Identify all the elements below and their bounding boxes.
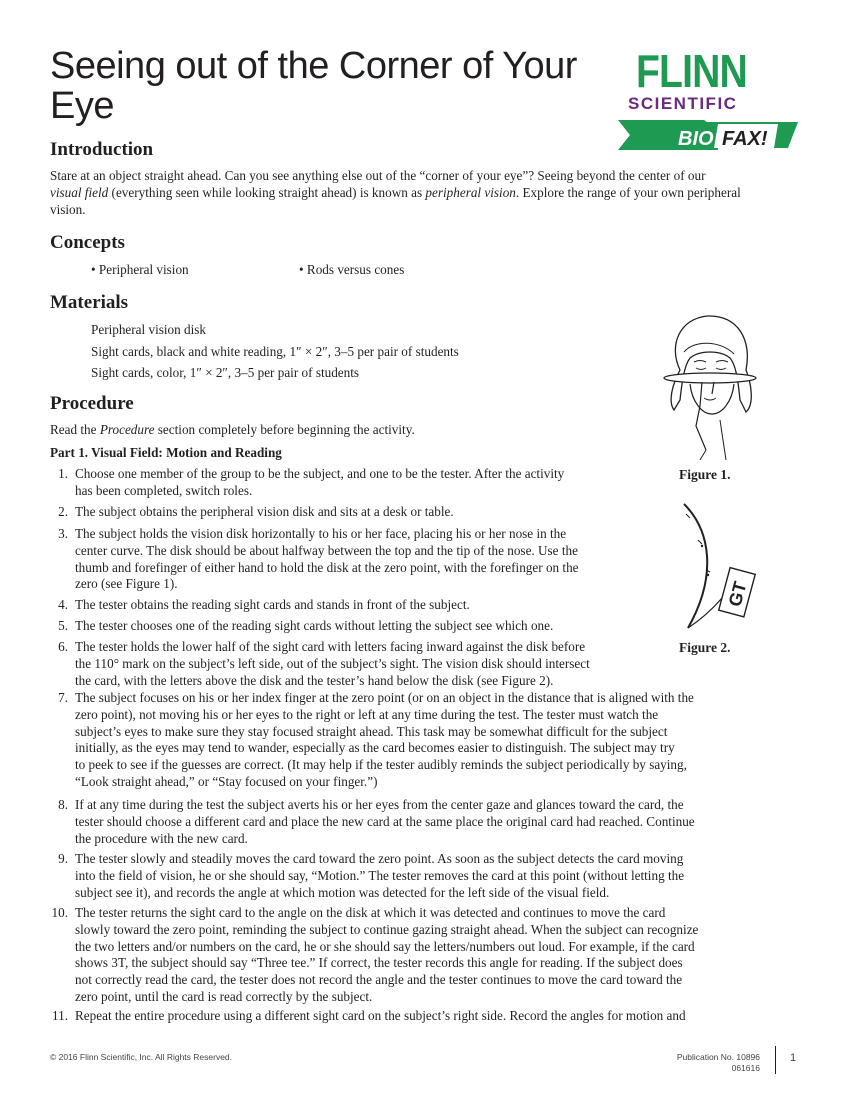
footer-copyright: © 2016 Flinn Scientific, Inc. All Rights Reserved. xyxy=(50,1052,233,1062)
part1-heading: Part 1. Visual Field: Motion and Reading xyxy=(50,445,282,460)
logo-bio: BIO xyxy=(678,128,714,150)
step-number: 2. xyxy=(58,504,68,519)
procedure-heading: Procedure xyxy=(50,393,134,414)
step-number: 6. xyxy=(58,639,68,654)
step-line: The subject focuses on his or her index finger at the zero point (or on an object in the distance that is aligned with the xyxy=(75,690,694,705)
figure-1-caption: Figure 1. xyxy=(679,467,731,482)
introduction-heading: Introduction xyxy=(50,139,154,160)
step-line: The tester returns the sight card to the angle on the disk at which it was detected and continues to move the card xyxy=(75,905,666,920)
material-item: Sight cards, color, 1″ × 2″, 3–5 per pair of students xyxy=(91,365,360,380)
step-number: 7. xyxy=(58,690,68,705)
step-line: zero point), not moving his or her eyes to the right or left at any time during the test. The tester must watch the xyxy=(75,706,659,722)
intro-line-2: visual field (everything seen while looking straight ahead) is known as peripheral vision. Explore the range of your own peripheral xyxy=(50,185,741,200)
procedure-intro: Read the Procedure section completely before beginning the activity. xyxy=(50,422,415,437)
material-item: Sight cards, black and white reading, 1″ × 2″, 3–5 per pair of students xyxy=(91,344,459,359)
figure-1-face-illustration xyxy=(660,310,760,460)
step-line: has been completed, switch roles. xyxy=(75,482,253,498)
step-number: 5. xyxy=(58,618,68,633)
step-line: to peek to see if the guesses are correct. (It may help if the tester audibly reminds the subject periodically by saying, xyxy=(75,757,687,773)
footer-code: 061616 xyxy=(731,1063,760,1073)
step-number: 1. xyxy=(58,466,68,481)
step-number: 10. xyxy=(51,905,68,920)
figure-2-caption: Figure 2. xyxy=(679,640,731,655)
step-line: slowly toward the zero point, reminding the subject to continue gazing straight ahead. When the subject can recognize xyxy=(75,921,699,937)
step-line: thumb and forefinger of either hand to hold the disk at the zero point, with the forefinger on the xyxy=(75,559,579,575)
step-number: 11. xyxy=(52,1008,68,1023)
step-line: the card, with the letters above the disk and the tester’s hand below the disk (see Figure 2). xyxy=(75,672,554,688)
step-number: 9. xyxy=(58,851,68,866)
footer-divider xyxy=(775,1046,776,1074)
step-number: 3. xyxy=(58,526,68,541)
figure-2-disk-card-illustration xyxy=(660,500,760,635)
introduction-paragraph xyxy=(50,167,790,218)
step-line: the two letters and/or numbers on the card, he or she should say the letters/numbers out loud. For example, if the card xyxy=(75,938,695,954)
step-line: the procedure with the new card. xyxy=(75,830,248,846)
step-line: tester should choose a different card and place the new card at the same place the original card had reached. Continue xyxy=(75,813,695,829)
step-line: the 110° mark on the subject’s left side, out of the subject’s sight. The vision disk should intersect xyxy=(75,655,590,671)
step-line: Choose one member of the group to be the subject, and one to be the tester. After the activity xyxy=(75,466,565,481)
intro-line-3: vision. xyxy=(50,202,86,217)
step-line: The subject obtains the peripheral vision disk and sits at a desk or table. xyxy=(75,504,454,519)
step-line: Repeat the entire procedure using a different sight card on the subject’s right side. Record the angles for motion and xyxy=(75,1008,686,1023)
flinn-logo xyxy=(618,45,798,153)
concept-item: • Peripheral vision xyxy=(91,262,189,277)
logo-brand: FLINN xyxy=(636,45,747,97)
step-line: The tester chooses one of the reading sight cards without letting the subject see which one. xyxy=(75,618,554,633)
step-line: The tester obtains the reading sight cards and stands in front of the subject. xyxy=(75,597,470,612)
material-item: Peripheral vision disk xyxy=(91,322,207,337)
step-line: If at any time during the test the subject averts his or her eyes from the center gaze and glances toward the card, the xyxy=(75,797,684,812)
step-line: shows 3T, the subject should say “Three tee.” If correct, the tester records this angle for reading. If the subject does xyxy=(75,955,683,971)
step-line: “Look straight ahead,” or “Stay focused on your finger.”) xyxy=(75,773,378,789)
page-number: 1 xyxy=(790,1052,797,1064)
step-line: zero point, until the card is read correctly by the subject. xyxy=(75,988,373,1004)
card-text: GT xyxy=(724,579,751,609)
biofax-banner-icon xyxy=(618,118,798,152)
step-line: initially, as the eyes may tend to wander, especially as the card becomes easier to distinguish. The subject may try xyxy=(75,740,675,756)
step-number: 8. xyxy=(58,797,68,812)
footer-publication: Publication No. 10896 xyxy=(676,1052,760,1062)
step-line: center curve. The disk should be about halfway between the top and the tip of the nose. Use the xyxy=(75,542,578,558)
materials-heading: Materials xyxy=(50,292,129,313)
step-line: into the field of vision, he or she should say, “Motion.” The tester removes the card at this point (without letting the xyxy=(75,867,685,883)
step-line: The subject holds the vision disk horizontally to his or her face, placing his or her nose in the xyxy=(75,526,567,541)
step-line: zero (see Figure 1). xyxy=(75,576,178,592)
concepts-heading: Concepts xyxy=(50,232,125,253)
step-line: The tester holds the lower half of the sight card with letters facing inward against the disk before xyxy=(75,639,586,654)
step-line: subject’s eyes to make sure they stay focused straight ahead. This task may be somewhat difficult for the subject xyxy=(75,723,668,739)
logo-fax: FAX! xyxy=(722,128,768,150)
document-title: Seeing out of the Corner of Your Eye xyxy=(50,45,577,127)
logo-sub: SCIENTIFIC xyxy=(628,94,738,113)
step-number: 4. xyxy=(58,597,68,612)
step-line: subject see it), and records the angle at which motion was detected for the left side of the visual field. xyxy=(75,884,610,900)
intro-line-1: Stare at an object straight ahead. Can you see anything else out of the “corner of your eye”? Seeing beyond the center of our xyxy=(50,168,706,183)
step-line: The tester slowly and steadily moves the card toward the zero point. As soon as the subject detects the card moving xyxy=(75,851,684,866)
concept-item: • Rods versus cones xyxy=(299,262,405,277)
step-line: not correctly read the card, the tester does not record the angle and the tester continues to move the card toward the xyxy=(75,972,683,988)
